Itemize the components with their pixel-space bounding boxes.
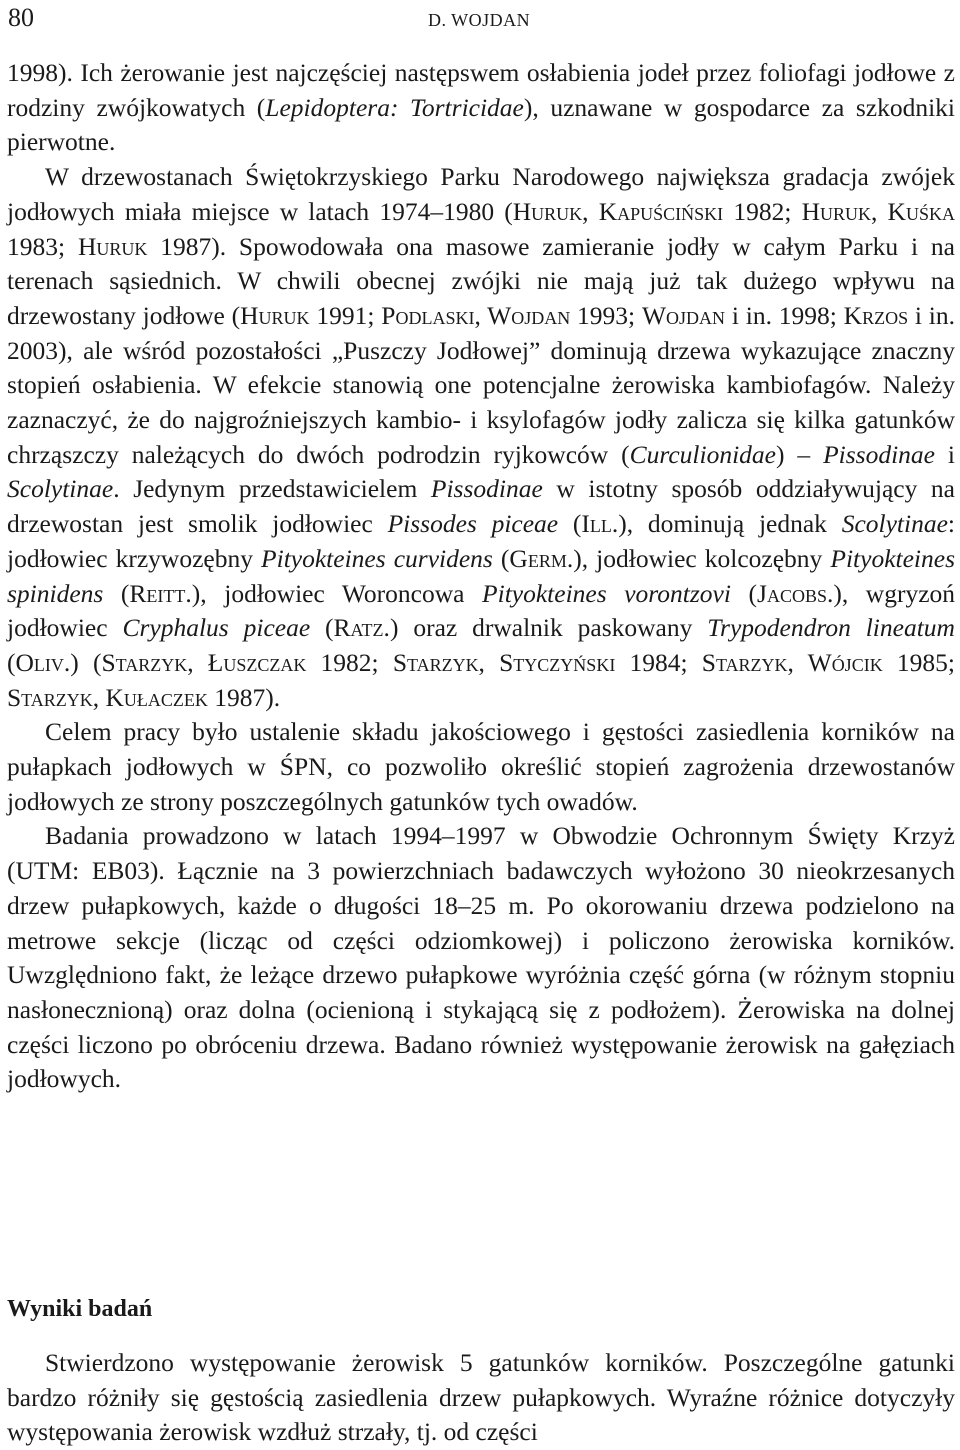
citation-author: Huruk, Kapuściński xyxy=(512,196,724,226)
citation-author: Starzyk, Wójcik xyxy=(701,647,883,677)
taxon-author: Jacobs. xyxy=(757,578,834,608)
citation-author: Wojdan xyxy=(641,300,726,330)
body-text xyxy=(7,56,955,1097)
taxon-author: Ill. xyxy=(581,509,619,539)
running-head: D. WOJDAN xyxy=(428,10,531,30)
taxon-name: Pityokteines curvidens xyxy=(261,543,493,573)
citation-author: Huruk, Kuśka xyxy=(801,196,955,226)
paragraph-4: Badania prowadzono w latach 1994–1997 w Obwodzie Ochronnym Święty Krzyż (UTM: EB03). Łącznie na 3 powierzchniach badawczych wyłożono 30 nieokrzesanych drzew pułapkowych, każde o długości 18–25 m. Po okorowaniu drzewa podzielono na metrowe sekcje (licząc od części odziomkowej) i policzono żerowiska korników. Uwzględniono fakt, że leżące drzewo pułapkowe wyróżnia część górna (w różnym stopniu nasłonecznioną) oraz dolna (ocienioną i stykającą się z podłożem). Żerowiska na dolnej części liczono po obróceniu drzewa. Badano również występowanie żerowisk na gałęziach jodłowych. xyxy=(7,821,955,1094)
taxon-author: Germ. xyxy=(509,543,574,573)
results-paragraph-1: Stwierdzono występowanie żerowisk 5 gatunków korników. Poszczególne gatunki bardzo różniły się gęstością zasiedlenia drzew pułapkowych. Wyraźne różnice dotyczyły występowania żerowisk wzdłuż strzały, tj. od części xyxy=(7,1348,955,1447)
citation-author: Krzos xyxy=(843,300,909,330)
results-text xyxy=(7,1346,955,1450)
taxon-name: Pityokteines spinidens xyxy=(7,543,955,608)
taxon-name: Trypodendron lineatum xyxy=(707,613,955,643)
taxon-author: Ratz. xyxy=(333,613,390,643)
taxon-name: Scolytinae xyxy=(7,474,114,504)
taxon-name: Pissodinae xyxy=(430,474,543,504)
citation-author: Huruk xyxy=(240,300,310,330)
section-heading: Wyniki badań xyxy=(7,1296,153,1322)
taxon-name: Cryphalus piceae xyxy=(122,613,311,643)
taxon-name: Pissodinae xyxy=(823,439,935,469)
citation-author: Starzyk, Kułaczek xyxy=(7,682,208,712)
taxon-name: Lepidoptera: Tortricidae xyxy=(265,92,524,122)
paragraph-2: W drzewostanach Świętokrzyskiego Parku Narodowego największa gradacja zwójek jodłowych miała miejsce w latach 1974–1980 (Huruk, Kapuściński 1982; Huruk, Kuśka 1983; Huruk 1987). Spowodowała ona masowe zamieranie jodły w całym Parku i na terenach sąsiednich. W chwili obecnej zwójki nie mają już tak dużego wpływu na drzewostany jodłowe (Huruk 1991; Podlaski, Wojdan 1993; Wojdan i in. 1998; Krzos i in. 2003), ale wśród pozostałości „Puszczy Jodłowej” dominują drzewa wykazujące znaczny stopień osłabienia. W efekcie stanowią one potencjalne żerowiska kambiofagów. Należy zaznaczyć, że do najgroźniejszych kambio- i ksylofagów jodły zalicza się kilka gatunków chrząszczy należących do dwóch podrodzin ryjkowców (Curculionidae) – Pissodinae i Scolytinae. Jedynym przedstawicielem Pissodinae w istotny sposób oddziaływujący na drzewostan jest smolik jodłowiec Pissodes piceae (Ill.), dominują jednak Scolytinae: jodłowiec krzywozębny Pityokteines curvidens (Germ.), jodłowiec kolcozębny Pityokteines spinidens (Reitt.), jodłowiec Woroncowa Pityokteines vorontzovi (Jacobs.), wgryzoń jodłowiec Cryphalus piceae (Ratz.) oraz drwalnik paskowany Trypodendron lineatum (Oliv.) (Starzyk, Łuszczak 1982; Starzyk, Styczyński 1984; Starzyk, Wójcik 1985; Starzyk, Kułaczek 1987). xyxy=(7,162,956,712)
taxon-name: Curculionidae xyxy=(629,439,777,469)
page-number: 80 xyxy=(8,3,34,32)
taxon-name: Pissodes piceae xyxy=(387,509,559,539)
paragraph-3: Celem pracy było ustalenie składu jakościowego i gęstości zasiedlenia korników na pułapkach jodłowych w ŚPN, co pozwoliło określić stopień zagrożenia drzewostanów jodłowych ze strony poszczególnych gatunków tych owadów. xyxy=(7,717,955,816)
citation-author: Huruk xyxy=(77,231,148,261)
citation-author: Starzyk, Łuszczak xyxy=(101,647,307,677)
taxon-author: Oliv. xyxy=(15,647,71,677)
page-header xyxy=(0,0,960,40)
paragraph-1: 1998). Ich żerowanie jest najczęściej następswem osłabienia jodeł przez foliofagi jodłowe z rodziny zwójkowatych (Lepidoptera: Tortricidae), uznawane w gospodarce za szkodniki pierwotne. xyxy=(7,58,956,157)
citation-author: Podlaski, Wojdan xyxy=(381,300,571,330)
taxon-author: Reitt. xyxy=(129,578,192,608)
taxon-name: Pityokteines vorontzovi xyxy=(482,578,731,608)
citation-author: Starzyk, Styczyński xyxy=(392,647,616,677)
taxon-name: Scolytinae xyxy=(841,509,948,539)
